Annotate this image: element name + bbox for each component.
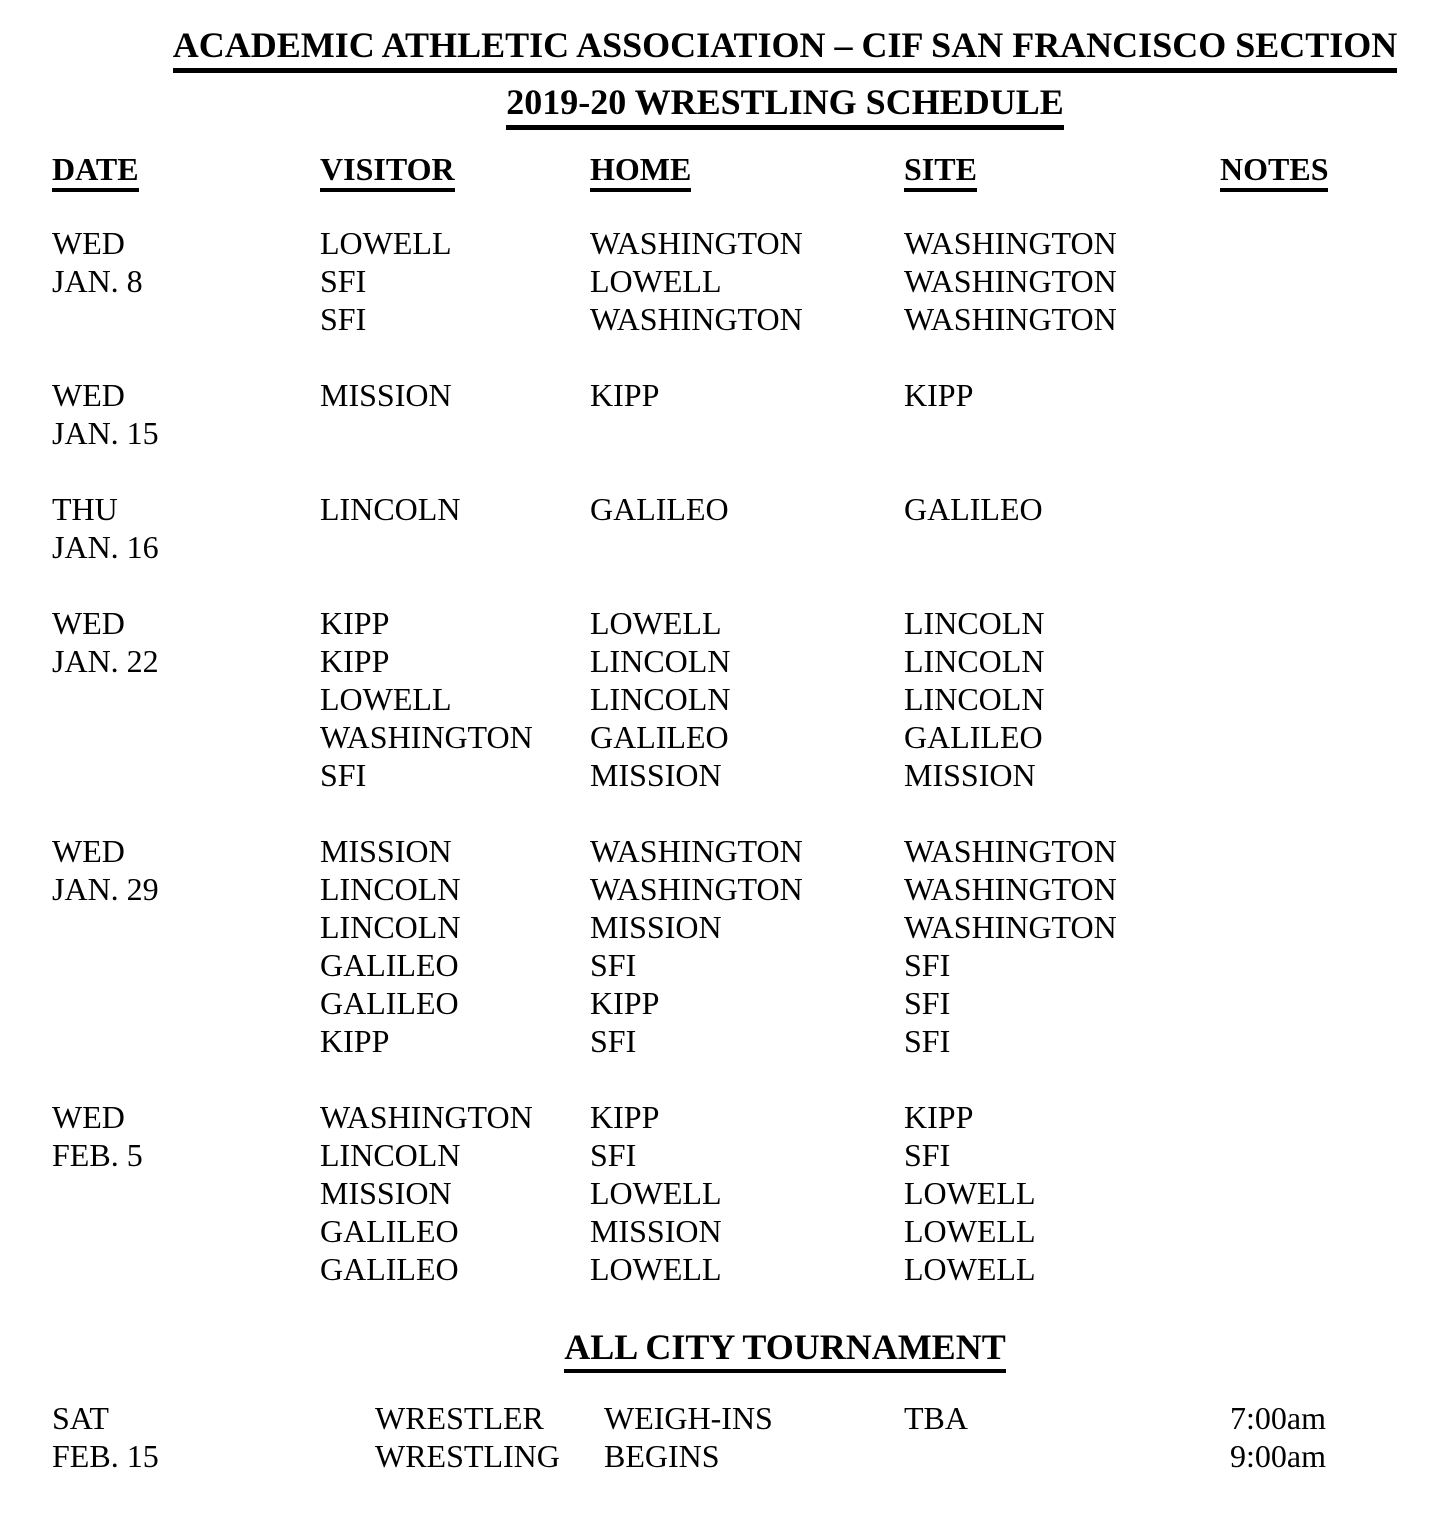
home-cell: WASHINGTON (590, 225, 803, 261)
schedule-row (0, 1212, 1448, 1250)
date-cell: JAN. 22 (52, 643, 159, 679)
visitor-cell: GALILEO (320, 1251, 459, 1287)
time-cell: 9:00am (1230, 1438, 1326, 1474)
schedule-row (0, 528, 1448, 566)
date-cell (52, 1174, 320, 1212)
column-header-visitor (320, 150, 590, 192)
site-cell: SFI (904, 1023, 951, 1059)
tournament-row (0, 1399, 1448, 1437)
site-cell: SFI (904, 985, 951, 1021)
schedule-row (0, 870, 1448, 908)
column-header-date (52, 150, 320, 192)
date-cell (52, 1250, 320, 1288)
home-cell: KIPP (590, 985, 660, 1021)
schedule-row (0, 946, 1448, 984)
schedule-row (0, 642, 1448, 680)
action-cell: WEIGH-INS (604, 1400, 773, 1436)
visitor-cell: SFI (320, 757, 367, 793)
site-cell: KIPP (904, 377, 974, 413)
column-header-site-label: SITE (904, 151, 977, 192)
document-title: ACADEMIC ATHLETIC ASSOCIATION – CIF SAN FRANCISCO SECTION (173, 24, 1398, 73)
home-cell: SFI (590, 947, 637, 983)
date-cell: SAT (52, 1400, 109, 1436)
home-cell: SFI (590, 1023, 637, 1059)
visitor-cell: GALILEO (320, 1213, 459, 1249)
date-cell (52, 946, 320, 984)
column-header-site (904, 150, 1220, 192)
site-cell: WASHINGTON (904, 263, 1117, 299)
visitor-cell: LINCOLN (320, 909, 461, 945)
action-cell: BEGINS (604, 1438, 720, 1474)
schedule-row (0, 1022, 1448, 1060)
event-cell: WRESTLER (375, 1400, 544, 1436)
site-cell: GALILEO (904, 719, 1043, 755)
date-cell (52, 680, 320, 718)
home-cell: LOWELL (590, 1251, 722, 1287)
site-cell (904, 414, 1220, 452)
notes-cell (1220, 300, 1448, 338)
notes-cell (1220, 490, 1448, 528)
schedule-row (0, 414, 1448, 452)
notes-cell (1220, 908, 1448, 946)
notes-cell (1220, 718, 1448, 756)
home-cell: LOWELL (590, 605, 722, 641)
date-cell (52, 908, 320, 946)
schedule-row (0, 718, 1448, 756)
notes-cell (1220, 376, 1448, 414)
date-cell: JAN. 15 (52, 415, 159, 451)
notes-cell (1220, 870, 1448, 908)
schedule-group-jan-16 (0, 490, 1448, 566)
notes-cell (1220, 262, 1448, 300)
home-cell: LINCOLN (590, 681, 731, 717)
date-cell: WED (52, 833, 125, 869)
schedule-row (0, 756, 1448, 794)
visitor-cell: LOWELL (320, 681, 452, 717)
date-cell: JAN. 8 (52, 263, 143, 299)
visitor-cell: LINCOLN (320, 491, 461, 527)
home-cell: WASHINGTON (590, 301, 803, 337)
site-cell: LOWELL (904, 1175, 1036, 1211)
visitor-cell: KIPP (320, 1023, 390, 1059)
notes-cell (1220, 1098, 1448, 1136)
document-subtitle: 2019-20 WRESTLING SCHEDULE (506, 81, 1063, 130)
schedule-row (0, 984, 1448, 1022)
notes-cell (1220, 756, 1448, 794)
date-cell: JAN. 16 (52, 529, 159, 565)
date-cell: WED (52, 605, 125, 641)
date-cell: THU (52, 491, 118, 527)
date-cell (52, 984, 320, 1022)
site-cell: WASHINGTON (904, 871, 1117, 907)
site-cell: KIPP (904, 1099, 974, 1135)
home-cell (590, 528, 904, 566)
site-cell: MISSION (904, 757, 1036, 793)
site-cell: WASHINGTON (904, 833, 1117, 869)
notes-cell (1220, 1212, 1448, 1250)
schedule-row (0, 680, 1448, 718)
schedule-row (0, 490, 1448, 528)
schedule-row (0, 224, 1448, 262)
home-cell: KIPP (590, 377, 660, 413)
column-header-notes (1220, 150, 1448, 192)
home-cell: GALILEO (590, 719, 729, 755)
visitor-cell: MISSION (320, 1175, 452, 1211)
date-cell: WED (52, 377, 125, 413)
home-cell: LINCOLN (590, 643, 731, 679)
home-cell: MISSION (590, 1213, 722, 1249)
home-cell: LOWELL (590, 1175, 722, 1211)
column-header-date-label: DATE (52, 151, 139, 192)
notes-cell (1220, 1022, 1448, 1060)
schedule-row (0, 1098, 1448, 1136)
schedule-group-jan-22 (0, 604, 1448, 794)
title-line-1 (122, 24, 1448, 73)
site-cell: LINCOLN (904, 605, 1045, 641)
visitor-cell: KIPP (320, 605, 390, 641)
title-line-2 (122, 81, 1448, 130)
notes-cell (1220, 984, 1448, 1022)
home-cell: MISSION (590, 909, 722, 945)
event-cell: WRESTLING (375, 1438, 560, 1474)
visitor-cell: GALILEO (320, 985, 459, 1021)
schedule-row (0, 1250, 1448, 1288)
visitor-cell: WASHINGTON (320, 719, 533, 755)
date-cell: FEB. 5 (52, 1137, 143, 1173)
site-cell (904, 528, 1220, 566)
visitor-cell: MISSION (320, 377, 452, 413)
home-cell: MISSION (590, 757, 722, 793)
tournament-heading-row (0, 1326, 1448, 1373)
visitor-cell: GALILEO (320, 947, 459, 983)
column-header-notes-label: NOTES (1220, 151, 1328, 192)
date-cell: WED (52, 225, 125, 261)
schedule-group-jan-8 (0, 224, 1448, 338)
date-cell (52, 718, 320, 756)
schedule-row (0, 1136, 1448, 1174)
notes-cell (1220, 832, 1448, 870)
site-cell: SFI (904, 947, 951, 983)
notes-cell (1220, 604, 1448, 642)
schedule-row (0, 262, 1448, 300)
schedule-group-jan-29 (0, 832, 1448, 1060)
schedule-row (0, 908, 1448, 946)
home-cell: SFI (590, 1137, 637, 1173)
date-cell: JAN. 29 (52, 871, 159, 907)
notes-cell (1220, 642, 1448, 680)
schedule-row (0, 376, 1448, 414)
column-header-visitor-label: VISITOR (320, 151, 455, 192)
site-cell: LOWELL (904, 1251, 1036, 1287)
tournament-row (0, 1437, 1448, 1475)
column-header-home-label: HOME (590, 151, 691, 192)
column-headers (0, 150, 1448, 192)
notes-cell (1220, 1136, 1448, 1174)
notes-cell (1220, 1174, 1448, 1212)
schedule-group-feb-5 (0, 1098, 1448, 1288)
visitor-cell (320, 528, 590, 566)
visitor-cell: LINCOLN (320, 871, 461, 907)
site-cell: LINCOLN (904, 643, 1045, 679)
site-cell: WASHINGTON (904, 909, 1117, 945)
visitor-cell: LOWELL (320, 225, 452, 261)
site-cell: WASHINGTON (904, 225, 1117, 261)
site-cell: LINCOLN (904, 681, 1045, 717)
schedule-row (0, 1174, 1448, 1212)
home-cell (590, 414, 904, 452)
notes-cell (1220, 946, 1448, 984)
visitor-cell: KIPP (320, 643, 390, 679)
site-cell: SFI (904, 1137, 951, 1173)
document-header (0, 24, 1448, 130)
site-cell (904, 1437, 1230, 1475)
home-cell: KIPP (590, 1099, 660, 1135)
site-cell: WASHINGTON (904, 301, 1117, 337)
site-cell: LOWELL (904, 1213, 1036, 1249)
site-cell: TBA (904, 1400, 968, 1436)
notes-cell (1220, 680, 1448, 718)
home-cell: WASHINGTON (590, 871, 803, 907)
visitor-cell: LINCOLN (320, 1137, 461, 1173)
column-header-home (590, 150, 904, 192)
date-cell: FEB. 15 (52, 1438, 159, 1474)
visitor-cell: SFI (320, 301, 367, 337)
notes-cell (1220, 528, 1448, 566)
schedule-table (0, 224, 1448, 1288)
date-cell (52, 300, 320, 338)
schedule-row (0, 300, 1448, 338)
schedule-row (0, 832, 1448, 870)
tournament-table (0, 1399, 1448, 1475)
visitor-cell (320, 414, 590, 452)
time-cell: 7:00am (1230, 1400, 1326, 1436)
schedule-row (0, 604, 1448, 642)
date-cell (52, 1212, 320, 1250)
home-cell: GALILEO (590, 491, 729, 527)
home-cell: WASHINGTON (590, 833, 803, 869)
date-cell: WED (52, 1099, 125, 1135)
schedule-group-jan-15 (0, 376, 1448, 452)
notes-cell (1220, 224, 1448, 262)
date-cell (52, 756, 320, 794)
home-cell: LOWELL (590, 263, 722, 299)
date-cell (52, 1022, 320, 1060)
site-cell: GALILEO (904, 491, 1043, 527)
notes-cell (1220, 414, 1448, 452)
tournament-heading: ALL CITY TOURNAMENT (564, 1326, 1005, 1373)
visitor-cell: SFI (320, 263, 367, 299)
notes-cell (1220, 1250, 1448, 1288)
visitor-cell: WASHINGTON (320, 1099, 533, 1135)
visitor-cell: MISSION (320, 833, 452, 869)
